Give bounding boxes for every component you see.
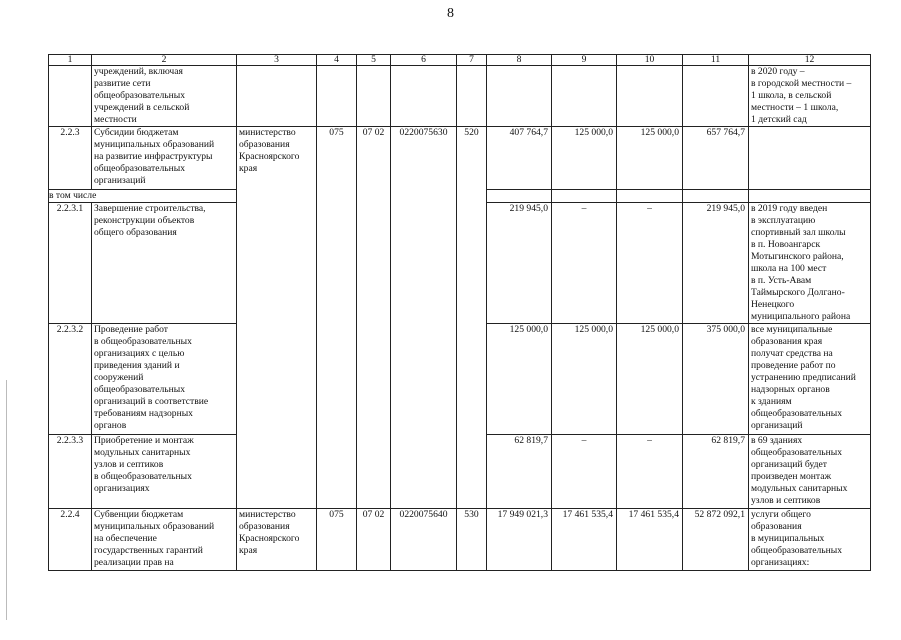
page-number: 8 [447,6,454,21]
measure-name: Субвенции бюджетам муниципальных образований на обеспечение государственных гарантий реализации прав на [92,509,237,571]
administrator: министерство образования Красноярского края [237,509,317,571]
administrator: министерство образования Красноярского края [237,127,317,509]
column-number-row [49,55,871,66]
table-row [49,66,871,127]
expected-result: в 2020 году – в городской местности – 1 школа, в сельской местности – 1 школа, 1 детский сад [749,66,871,127]
measure-number: 2.2.3 [49,127,92,190]
scan-artifact-line [6,380,7,620]
amount-year3: 17 461 535,4 [617,509,683,571]
subheader-label: в том числе [49,190,237,203]
col-header: 8 [487,55,552,66]
measure-name: Проведение работ в общеобразовательных организациях с целью приведения зданий и сооружений общеобразовательных организаций в соответствие требованиям надзорных органов [92,324,237,435]
amount-year1: 125 000,0 [487,324,552,435]
expected-result: в 69 зданиях общеобразовательных организаций будет произведен монтаж модульных санитарных узлов и септиков [749,435,871,509]
amount-year2: 17 461 535,4 [552,509,617,571]
table-row [49,127,871,190]
col-header: 6 [391,55,457,66]
col-header: 3 [237,55,317,66]
col-header: 9 [552,55,617,66]
amount-year3: 125 000,0 [617,127,683,190]
amount-total: 375 000,0 [683,324,749,435]
program-measures-table [48,54,871,571]
measure-number: 2.2.3.3 [49,435,92,509]
col-header: 5 [357,55,391,66]
csr-code: 0220075640 [391,509,457,571]
amount-year1: 219 945,0 [487,203,552,324]
col-header: 11 [683,55,749,66]
measure-name: Завершение строительства, реконструкции объектов общего образования [92,203,237,324]
grbs-code: 075 [317,509,357,571]
col-header: 7 [457,55,487,66]
vr-code: 530 [457,509,487,571]
amount-total: 62 819,7 [683,435,749,509]
col-header: 1 [49,55,92,66]
measure-name: Субсидии бюджетам муниципальных образований на развитие инфраструктуры общеобразовательных организаций [92,127,237,190]
measure-number: 2.2.4 [49,509,92,571]
grbs-code: 075 [317,127,357,509]
measure-number: 2.2.3.1 [49,203,92,324]
measure-name: Приобретение и монтаж модульных санитарных узлов и септиков в общеобразовательных организациях [92,435,237,509]
amount-year2: 125 000,0 [552,127,617,190]
col-header: 10 [617,55,683,66]
amount-year3: – [617,435,683,509]
amount-year1: 17 949 021,3 [487,509,552,571]
amount-total: 52 872 092,1 [683,509,749,571]
amount-year3: – [617,203,683,324]
col-header: 2 [92,55,237,66]
rzpr-code: 07 02 [357,509,391,571]
rzpr-code: 07 02 [357,127,391,509]
amount-year1: 62 819,7 [487,435,552,509]
col-header: 12 [749,55,871,66]
csr-code: 0220075630 [391,127,457,509]
vr-code: 520 [457,127,487,509]
amount-year1: 407 764,7 [487,127,552,190]
col-header: 4 [317,55,357,66]
amount-total: 219 945,0 [683,203,749,324]
amount-total: 657 764,7 [683,127,749,190]
expected-result: в 2019 году введен в эксплуатацию спортивный зал школы в п. Новоангарск Мотыгинского района, школа на 100 мест в п. Усть-Авам Таймырского Долгано- Ненецкого муниципального района [749,203,871,324]
table-row [49,509,871,571]
expected-result: все муниципальные образования края получат средства на проведение работ по устранению предписаний надзорных органов к зданиям общеобразовательных организаций [749,324,871,435]
expected-result: услуги общего образования в муниципальных общеобразовательных организациях: [749,509,871,571]
measure-name: учреждений, включая развитие сети общеобразовательных учреждений в сельской местности [92,66,237,127]
amount-year2: – [552,203,617,324]
amount-year2: – [552,435,617,509]
measure-number: 2.2.3.2 [49,324,92,435]
amount-year3: 125 000,0 [617,324,683,435]
amount-year2: 125 000,0 [552,324,617,435]
